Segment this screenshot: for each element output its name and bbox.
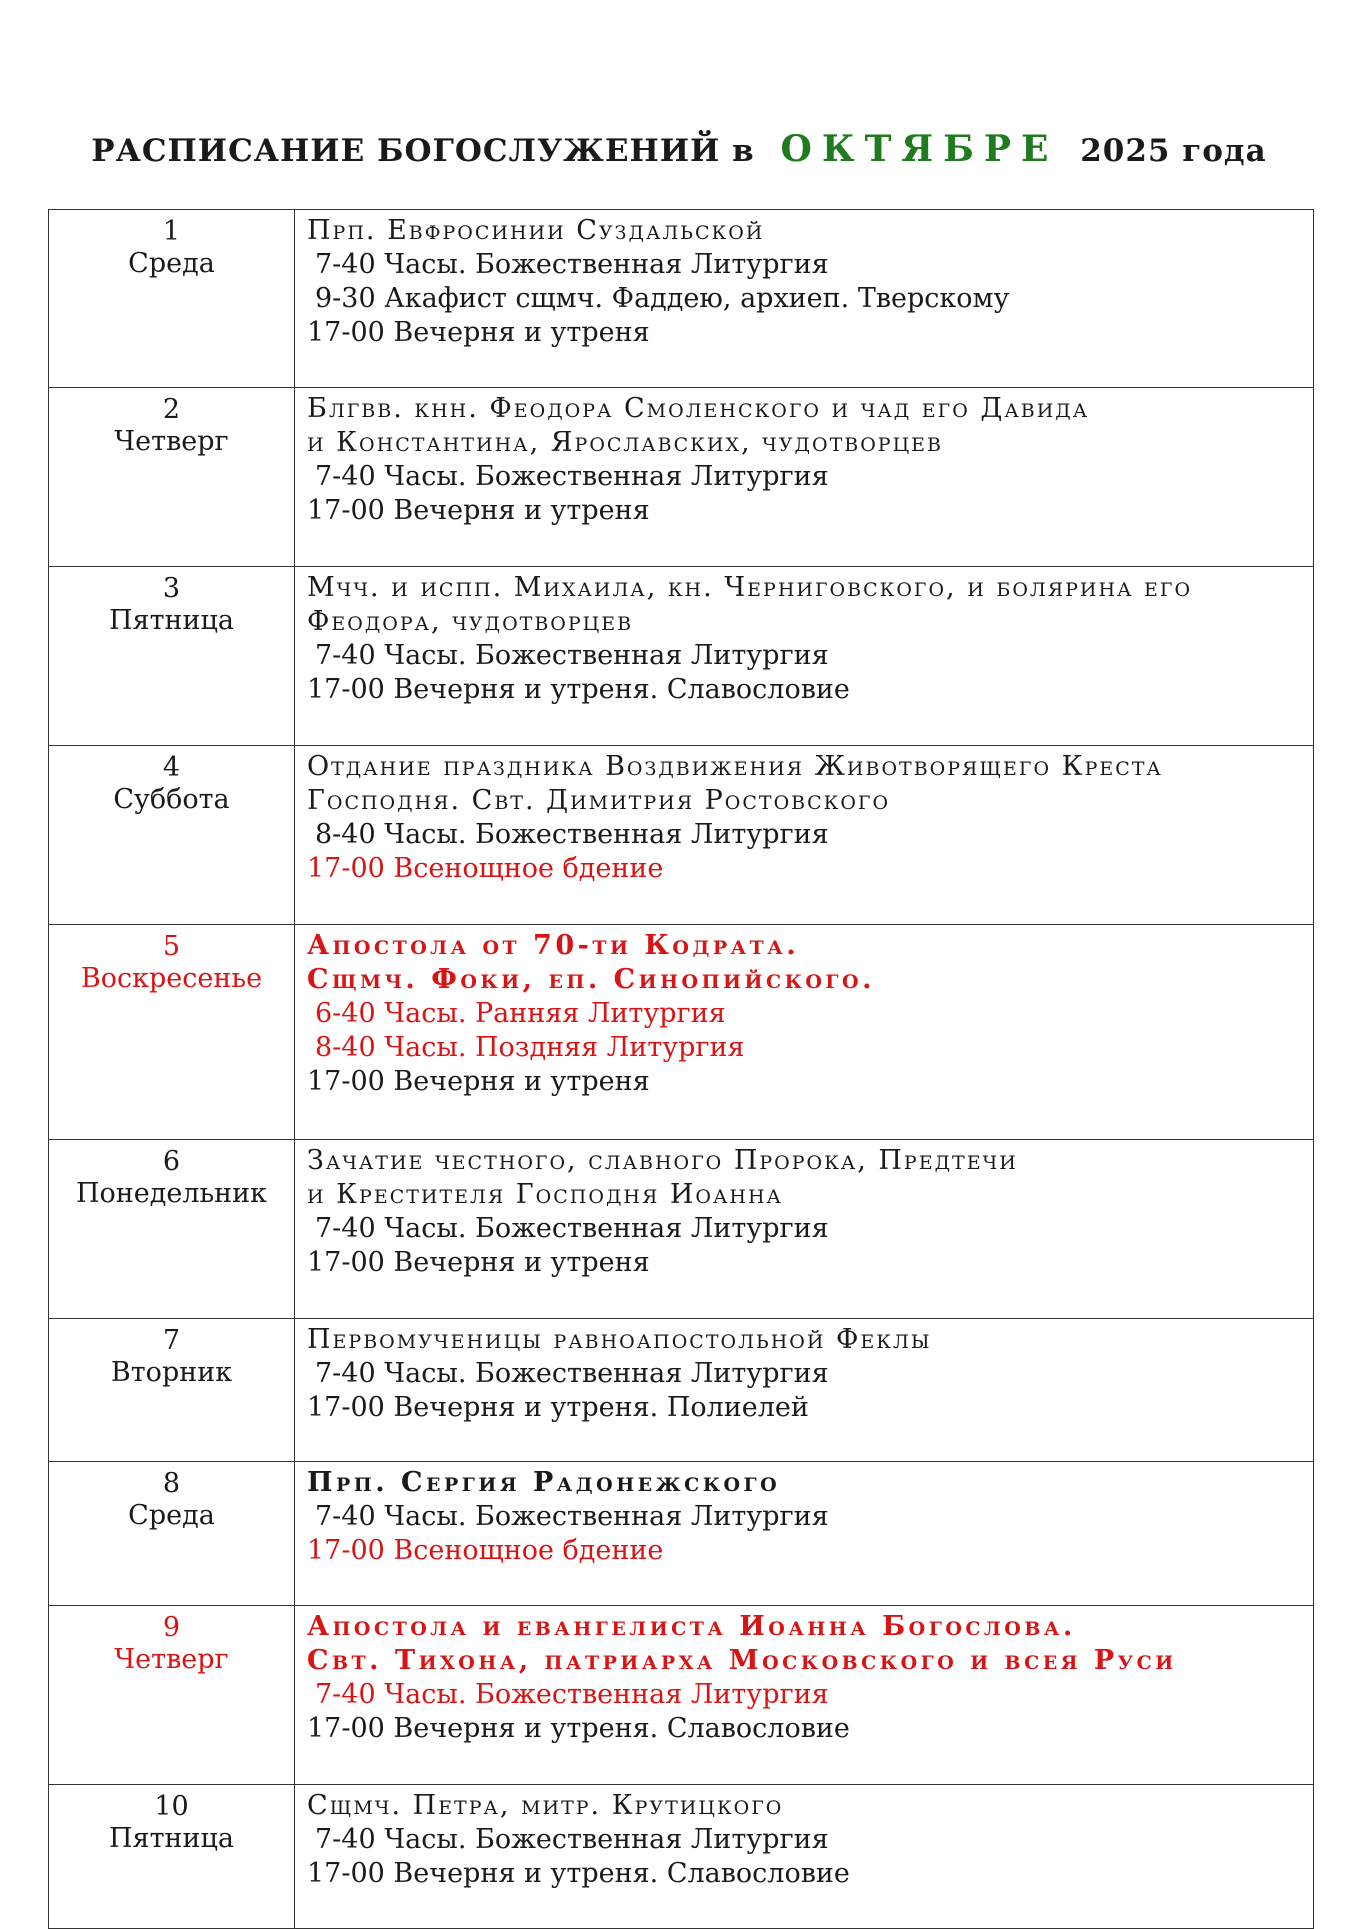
day-number: 6 [162, 1146, 181, 1177]
day-details [295, 388, 1314, 567]
day-number: 2 [162, 394, 181, 425]
day-weekday: Четверг [114, 426, 229, 457]
commemoration-line: Феодора, чудотворцев [307, 606, 634, 637]
day-details [295, 1462, 1314, 1606]
commemoration-line: Сщмч. Фоки, еп. Синопийского. [307, 964, 875, 995]
commemoration-line: Прп. Евфросинии Суздальской [307, 215, 765, 246]
day-cell [49, 1140, 295, 1319]
service-line: 9-30 Акафист сщмч. Фаддею, архиеп. Тверскому [315, 283, 1010, 314]
day-details [295, 746, 1314, 925]
day-weekday: Четверг [114, 1644, 229, 1675]
service-line: 17-00 Вечерня и утреня [307, 1247, 650, 1278]
day-weekday: Пятница [109, 605, 234, 636]
commemoration-line: Первомученицы равноапостольной Феклы [307, 1324, 932, 1355]
day-weekday: Среда [128, 1500, 215, 1531]
commemoration-line: Апостола от 70-ти Кодрата. [307, 930, 800, 961]
service-line: 17-00 Вечерня и утреня [307, 317, 650, 348]
day-row [49, 210, 1314, 388]
schedule-table [48, 209, 1314, 1929]
commemoration-line: Зачатие честного, славного Пророка, Предтечи [307, 1145, 1018, 1176]
day-number: 8 [162, 1468, 181, 1499]
day-number: 1 [162, 216, 181, 247]
service-line: 17-00 Вечерня и утреня. Славословие [307, 674, 850, 705]
day-cell [49, 567, 295, 746]
day-details [295, 1785, 1314, 1929]
commemoration-line: Апостола и евангелиста Иоанна Богослова. [307, 1611, 1076, 1642]
day-cell [49, 388, 295, 567]
day-details [295, 567, 1314, 746]
day-cell [49, 1785, 295, 1929]
service-line: 17-00 Всенощное бдение [307, 853, 664, 884]
service-line: 8-40 Часы. Божественная Литургия [315, 819, 829, 850]
service-line: 7-40 Часы. Божественная Литургия [315, 461, 829, 492]
day-row [49, 1606, 1314, 1785]
service-line: 7-40 Часы. Божественная Литургия [315, 1501, 829, 1532]
service-line: 7-40 Часы. Божественная Литургия [315, 1213, 829, 1244]
title-prefix: РАСПИСАНИЕ БОГОСЛУЖЕНИЙ в [91, 133, 755, 169]
service-line: 8-40 Часы. Поздняя Литургия [315, 1032, 745, 1063]
day-number: 10 [154, 1791, 189, 1822]
commemoration-line: Свт. Тихона, патриарха Московского и всея Руси [307, 1645, 1177, 1676]
commemoration-line: и Константина, Ярославских, чудотворцев [307, 427, 943, 458]
service-line: 7-40 Часы. Божественная Литургия [315, 1358, 829, 1389]
day-weekday: Среда [128, 248, 215, 279]
day-cell [49, 746, 295, 925]
day-details [295, 210, 1314, 388]
day-row [49, 1140, 1314, 1319]
day-details [295, 1319, 1314, 1462]
commemoration-line: Прп. Сергия Радонежского [307, 1467, 781, 1498]
day-number: 9 [162, 1612, 181, 1643]
day-row [49, 388, 1314, 567]
commemoration-line: Господня. Свт. Димитрия Ростовского [307, 785, 891, 816]
day-row [49, 746, 1314, 925]
day-row [49, 1319, 1314, 1462]
service-line: 17-00 Вечерня и утреня. Славословие [307, 1713, 850, 1744]
commemoration-line: Мчч. и испп. Михаила, кн. Черниговского, и болярина его [307, 572, 1193, 603]
service-line: 17-00 Вечерня и утреня. Полиелей [307, 1392, 809, 1423]
day-weekday: Понедельник [75, 1178, 268, 1209]
page-title [0, 128, 1358, 170]
day-weekday: Суббота [113, 784, 230, 815]
day-details [295, 1606, 1314, 1785]
commemoration-line: Блгвв. кнн. Феодора Смоленского и чад его Давида [307, 393, 1090, 424]
service-line: 17-00 Вечерня и утреня. Славословие [307, 1858, 850, 1889]
day-cell [49, 210, 295, 388]
day-details [295, 925, 1314, 1140]
day-number: 7 [162, 1325, 181, 1356]
commemoration-line: Отдание праздника Воздвижения Животворящего Креста [307, 751, 1163, 782]
service-line: 17-00 Вечерня и утреня [307, 495, 650, 526]
schedule-body [49, 210, 1314, 1929]
day-row [49, 1785, 1314, 1929]
service-line: 6-40 Часы. Ранняя Литургия [315, 998, 726, 1029]
commemoration-line: и Крестителя Господня Иоанна [307, 1179, 783, 1210]
day-number: 4 [162, 752, 181, 783]
service-line: 7-40 Часы. Божественная Литургия [315, 1824, 829, 1855]
day-details [295, 1140, 1314, 1319]
service-line: 7-40 Часы. Божественная Литургия [315, 640, 829, 671]
title-month: ОКТЯБРЕ [780, 128, 1059, 170]
day-weekday: Пятница [109, 1823, 234, 1854]
day-cell [49, 1319, 295, 1462]
commemoration-line: Сщмч. Петра, митр. Крутицкого [307, 1790, 784, 1821]
day-row [49, 567, 1314, 746]
service-line: 17-00 Вечерня и утреня [307, 1066, 650, 1097]
title-suffix: 2025 года [1080, 133, 1267, 169]
day-row [49, 925, 1314, 1140]
day-cell [49, 925, 295, 1140]
day-row [49, 1462, 1314, 1606]
day-cell [49, 1462, 295, 1606]
day-weekday: Воскресенье [80, 963, 263, 994]
day-number: 3 [162, 573, 181, 604]
day-weekday: Вторник [110, 1357, 233, 1388]
service-line: 7-40 Часы. Божественная Литургия [315, 249, 829, 280]
service-line: 17-00 Всенощное бдение [307, 1535, 664, 1566]
day-cell [49, 1606, 295, 1785]
service-line: 7-40 Часы. Божественная Литургия [315, 1679, 829, 1710]
day-number: 5 [162, 931, 181, 962]
